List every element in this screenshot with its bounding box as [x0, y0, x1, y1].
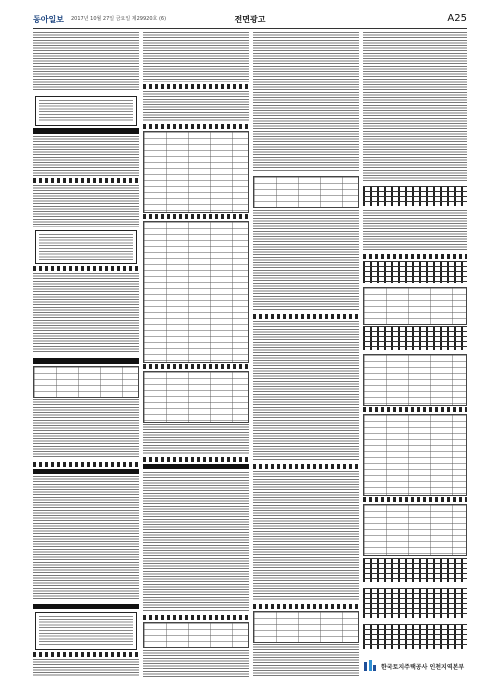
pattern-block [363, 261, 467, 283]
dotted-divider [143, 84, 249, 89]
section-bar [33, 469, 139, 474]
notice-table [363, 287, 467, 325]
notice-text [143, 91, 249, 121]
lh-logo-icon [363, 659, 377, 673]
notice-box [35, 230, 137, 264]
notice-text [143, 472, 249, 612]
dotted-divider [33, 462, 139, 467]
notice-text [33, 273, 139, 353]
notice-text [363, 32, 467, 182]
dotted-divider [363, 407, 467, 412]
newspaper-brand: 동아일보 [33, 15, 64, 24]
section-bar [33, 128, 139, 134]
notice-text [33, 399, 139, 459]
notice-text [143, 32, 249, 82]
notice-text [33, 476, 139, 601]
notice-text [143, 650, 249, 677]
pattern-block [363, 186, 467, 206]
notice-text [253, 32, 359, 172]
section-title: 전면광고 [234, 15, 266, 24]
notice-box [35, 612, 137, 650]
notice-text [253, 644, 359, 677]
notice-text [33, 185, 139, 227]
dotted-divider [143, 364, 249, 369]
notice-table [143, 371, 249, 423]
page-header [33, 14, 467, 29]
section-bar [143, 464, 249, 469]
dotted-divider [143, 214, 249, 219]
sponsor-logo [363, 657, 467, 677]
section-bar [33, 604, 139, 609]
dotted-divider [253, 464, 359, 469]
dotted-divider [143, 124, 249, 129]
dotted-divider [253, 314, 359, 319]
notice-text [33, 136, 139, 176]
pattern-block [363, 624, 467, 649]
dotted-divider [253, 604, 359, 609]
dotted-divider [143, 457, 249, 462]
advertisement-body [33, 32, 467, 677]
notice-text [33, 659, 139, 677]
notice-table [143, 622, 249, 648]
column-2 [143, 32, 249, 677]
sponsor-name: 한국토지주택공사 인천지역본부 [381, 664, 465, 671]
dotted-divider [33, 266, 139, 271]
pattern-block [363, 326, 467, 350]
notice-table [253, 176, 359, 208]
notice-text [363, 210, 467, 250]
notice-table [33, 366, 139, 398]
dotted-divider [33, 652, 139, 657]
notice-text [143, 424, 249, 454]
notice-table [253, 611, 359, 643]
notice-table [143, 221, 249, 363]
notice-table [363, 414, 467, 496]
notice-text [253, 210, 359, 310]
column-4 [363, 32, 467, 677]
pattern-block [363, 558, 467, 582]
pattern-block [363, 588, 467, 618]
dotted-divider [33, 178, 139, 183]
notice-text [253, 471, 359, 601]
notice-table [363, 354, 467, 406]
dotted-divider [143, 615, 249, 620]
section-bar [33, 358, 139, 364]
column-3 [253, 32, 359, 677]
notice-box [35, 96, 137, 126]
notice-table [363, 504, 467, 556]
dotted-divider [363, 254, 467, 259]
issue-meta: 2017년 10월 27일 금요일 제29920호 (6) [71, 16, 167, 22]
notice-text [253, 321, 359, 461]
column-1 [33, 32, 139, 677]
dotted-divider [363, 497, 467, 502]
notice-table [143, 131, 249, 213]
page-number: A25 [447, 13, 467, 24]
notice-text [33, 32, 139, 92]
